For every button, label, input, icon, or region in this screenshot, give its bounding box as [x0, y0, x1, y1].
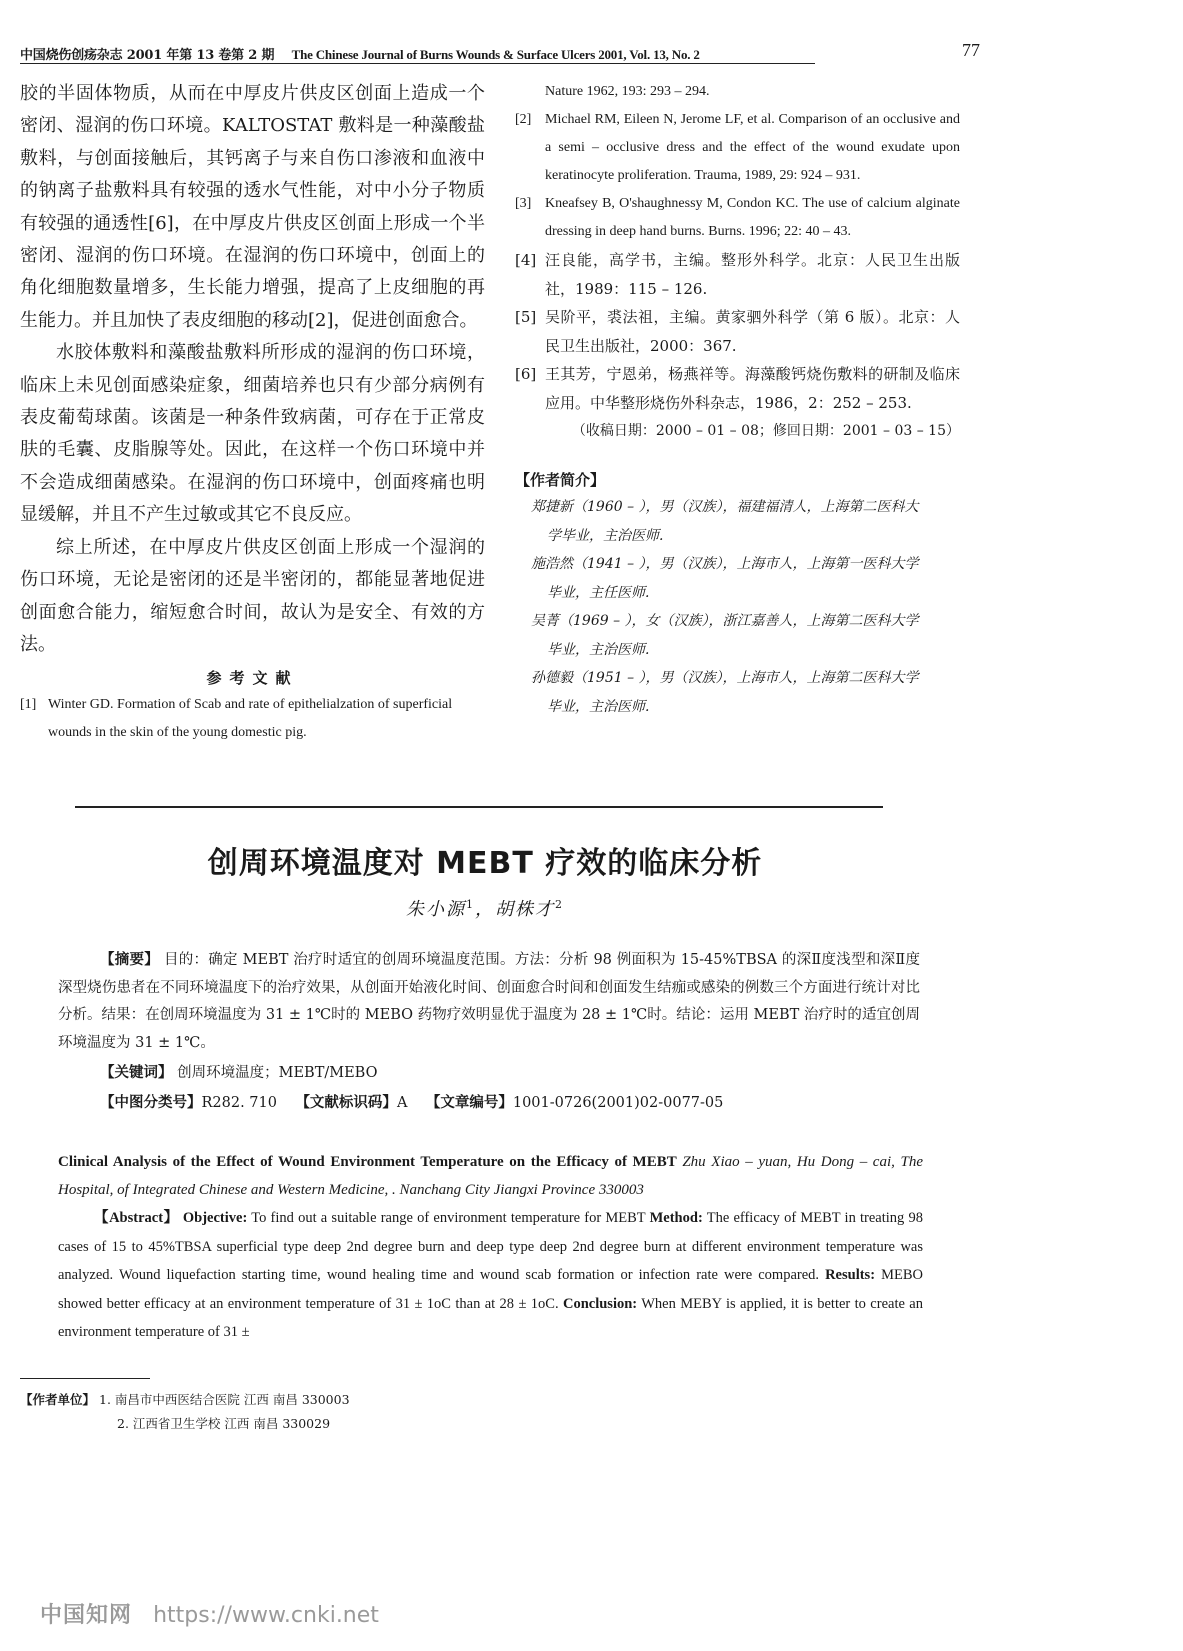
objective-label: Objective: — [182, 1210, 248, 1226]
footnote-line — [20, 1388, 350, 1412]
abstract-text: 目的：确定 MEBT 治疗时适宜的创周环境温度范围。方法：分析 98 例面积为 15-45%TBSA 的深Ⅱ度浅型和深Ⅱ度深型烧伤患者在不同环境温度下的治疗效果，从创面开始液化时间、创面愈合时间和创面发生结痂或感染的例数三个方面进行统计对比分析。结果：在创周环境温度为 31 ± 1℃时的 MEBO 药物疗效明显优于温度为 28 ± 1℃时。结论：运用 MEBT 治疗时的适宜创周环境温度为 31 ± 1℃。 — [58, 952, 920, 1051]
journal-name-cn: 中国烧伤创疡杂志 2001 年第 13 卷第 2 期 — [20, 48, 275, 63]
abstract-label: 【摘要】 — [100, 951, 160, 968]
reference-item — [515, 246, 960, 303]
article-number-label: 【文章编号】 — [425, 1094, 513, 1111]
article-number-value: 1001-0726(2001)02-0077-05 — [512, 1095, 724, 1111]
reference-continuation: Nature 1962, 193: 293 – 294. — [545, 84, 710, 99]
received-date: （收稿日期：2000 – 01 – 08；修回日期：2001 – 03 – 15） — [571, 423, 960, 439]
english-title-block — [58, 1148, 923, 1204]
conclusion-label: Conclusion: — [562, 1295, 638, 1312]
reference-text: Winter GD. Formation of Scab and rate of epithelialzation of superficial wounds in the skin of the young domestic pig. — [48, 697, 453, 741]
reference-text: 王其芳，宁恩弟，杨燕祥等。海藻酸钙烧伤敷料的研制及临床应用。中华整形烧伤外科杂志，1986，2：252 – 253. — [545, 365, 960, 412]
journal-header-line — [20, 44, 700, 63]
reference-item — [515, 190, 960, 246]
body-paragraph: 综上所述，在中厚皮片供皮区创面上形成一个湿润的伤口环境，无论是密闭的还是半密闭的，都能显著地促进创面愈合能力，缩短愈合时间，故认为是安全、有效的方法。 — [20, 536, 485, 655]
reference-text: 吴阶平，裘法祖，主编。黄家驷外科学（第 6 版）。北京：人民卫生出版社，2000：367. — [545, 308, 960, 355]
references-heading: 参考文献 — [206, 669, 299, 688]
right-column — [515, 78, 960, 721]
author-bio-line: 毕业，主任医师. — [547, 584, 650, 601]
results-text: MEBO showed better efficacy at an environment temperature of 31 ± 1oC than at 28 ± 1oC. — [58, 1267, 923, 1312]
keywords-value: 创周环境温度；MEBT/MEBO — [177, 1065, 378, 1081]
footnote-rule — [20, 1378, 150, 1379]
author-bio-line: 孙德毅（1951 – ），男（汉族），上海市人，上海第二医科大学 — [531, 670, 919, 686]
keywords-label: 【关键词】 — [100, 1064, 173, 1081]
abstract-en-label: 【Abstract】 — [94, 1210, 179, 1226]
english-affiliation: The Hospital, of Integrated Chinese and Western Medicine, . Nanchang City Jiangxi Province 330003 — [58, 1154, 923, 1198]
reference-number: [4] — [515, 251, 537, 269]
reference-number: [5] — [515, 308, 537, 326]
doc-code-label: 【文献标识码】 — [295, 1094, 397, 1111]
author-affiliation-mark: 2 — [555, 898, 564, 911]
reference-item — [515, 303, 960, 360]
author-name: 朱小源 — [406, 899, 466, 920]
reference-number: [1] — [20, 697, 37, 713]
section-separator — [75, 806, 883, 808]
reference-text: Michael RM, Eileen N, Jerome LF, et al. Comparison of an occlusive and a semi – occlusive dress and the effect of the wound exudate upon keratinocyte proliferation. Trauma, 1989, 29: 924 – 931. — [545, 112, 960, 183]
footnote-text: 1. 南昌市中西医结合医院 江西 南昌 330003 — [99, 1392, 350, 1407]
reference-number: [6] — [515, 365, 537, 383]
doc-code-value: A — [396, 1095, 408, 1111]
author-bio-line: 毕业，主治医师. — [547, 641, 650, 658]
header-rule — [20, 63, 815, 64]
author-bio — [515, 550, 960, 607]
cnki-watermark — [40, 1598, 379, 1629]
footnote-label: 【作者单位】 — [20, 1392, 96, 1407]
reference-text: 汪良能，高学书，主编。整形外科学。北京：人民卫生出版社，1989：115 – 126. — [545, 251, 960, 298]
reference-text: Kneafsey B, O'shaughnessy M, Condon KC. The use of calcium alginate dressing in deep hand burns. Burns. 1996; 22: 40 – 43. — [545, 196, 960, 239]
clc-label: 【中图分类号】 — [100, 1094, 202, 1111]
footnote-text: 2. 江西省卫生学校 江西 南昌 330029 — [117, 1416, 331, 1431]
author-bio-line: 施浩然（1941 – ），男（汉族），上海市人，上海第一医科大学 — [531, 556, 919, 572]
author-bio-line: 郑捷新（1960 – ），男（汉族），福建福清人，上海第二医科大 — [531, 499, 919, 515]
author-bio-line: 毕业，主治医师. — [547, 698, 650, 715]
reference-number: [3] — [515, 196, 532, 211]
author-affiliation-mark: 1 — [466, 898, 475, 911]
abstract-en — [58, 1204, 923, 1347]
left-column — [20, 78, 485, 747]
reference-number: [2] — [515, 112, 532, 127]
keywords-line — [100, 1060, 378, 1086]
body-paragraph: 胶的半固体物质，从而在中厚皮片供皮区创面上造成一个密闭、湿润的伤口环境。KALTOSTAT 敷料是一种藻酸盐敷料，与创面接触后，其钙离子与来自伤口渗液和血液中的钠离子盐敷料具有较强的透水气性能，对中小分子物质有较强的通透性[6]，在中厚皮片供皮区创面上形成一个半密闭、湿润的伤口环境。在湿润的伤口环境中，创面上的角化细胞数量增多，生长能力增强，提高了上皮细胞的再生能力。并且加快了表皮细胞的移动[2]，促进创面愈合。 — [20, 83, 485, 331]
article-title: 创周环境温度对 MEBT 疗效的临床分析 — [207, 846, 763, 881]
author-bio — [515, 607, 960, 664]
watermark-url[interactable]: https://www.cnki.net — [153, 1603, 379, 1628]
method-text: The efficacy of MEBT in treating 98 cases of 15 to 45%TBSA superficial type deep 2nd degree burn and deep type deep 2nd degree burn at different environment temperature was analyzed. Wound liquefaction starting time, wound healing time and wound scab formation or infection rate were compared. — [58, 1210, 923, 1283]
author-name: 胡株才 — [495, 899, 555, 920]
watermark-name: 中国知网 — [40, 1603, 133, 1628]
article-authors — [0, 895, 970, 921]
objective-text: To find out a suitable range of environment temperature for MEBT — [251, 1210, 646, 1226]
author-affiliation-footnote — [20, 1388, 350, 1436]
journal-name-en: The Chinese Journal of Burns Wounds & Surface Ulcers 2001, Vol. 13, No. 2 — [291, 47, 700, 62]
conclusion-text: When MEBY is applied, it is better to create an environment temperature of 31 ± — [58, 1295, 923, 1340]
author-bio — [515, 664, 960, 721]
body-paragraph: 水胶体敷料和藻酸盐敷料所形成的湿润的伤口环境，临床上未见创面感染症象，细菌培养也只有少部分病例有表皮葡萄球菌。该菌是一种条件致病菌，可存在于正常皮肤的毛囊、皮脂腺等处。因此，在这样一个伤口环境中并不会造成细菌感染。在湿润的伤口环境中，创面疼痛也明显缓解，并且不产生过敏或其它不良反应。 — [20, 342, 485, 526]
results-label: Results: — [825, 1267, 876, 1283]
author-bio-line: 学毕业，主治医师. — [547, 527, 664, 544]
author-bio — [515, 493, 960, 550]
method-label: Method: — [649, 1210, 703, 1226]
abstract-cn — [58, 946, 920, 1057]
english-title: Clinical Analysis of the Effect of Wound Environment Temperature on the Efficacy of MEBT — [58, 1154, 677, 1170]
reference-item — [515, 360, 960, 417]
author-bio-heading: 【作者简介】 — [515, 471, 606, 489]
author-bio-line: 吴菁（1969 – ），女（汉族），浙江嘉善人，上海第二医科大学 — [531, 613, 919, 629]
classification-line — [100, 1090, 723, 1116]
english-authors: Zhu Xiao – yuan, Hu Dong – cai, — [682, 1154, 895, 1170]
author-separator: ， — [475, 899, 495, 920]
reference-item — [515, 106, 960, 190]
clc-value: R282. 710 — [201, 1095, 277, 1111]
reference-item — [20, 691, 485, 747]
page-number: 77 — [962, 40, 980, 60]
